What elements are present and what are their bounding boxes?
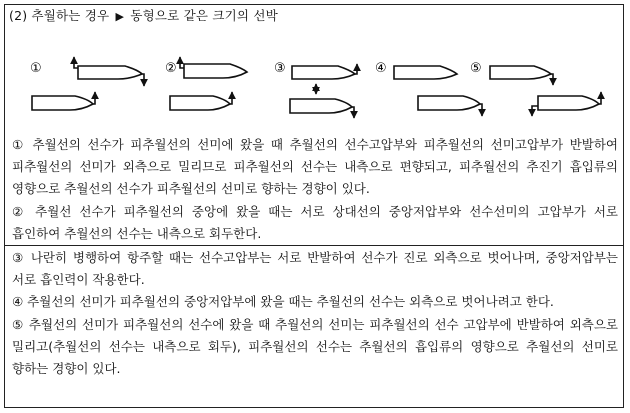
bow-deflect-arrow xyxy=(355,64,357,74)
stage-label: ④ xyxy=(375,61,387,76)
stern-deflect-arrow xyxy=(532,106,538,116)
overtaking-ship xyxy=(290,99,352,113)
stage-label: ③ xyxy=(274,61,286,76)
overtaking-ship xyxy=(418,96,480,110)
bow-arrow xyxy=(352,107,354,118)
overtaken-ship xyxy=(184,64,247,78)
arrow-right-icon: ▶ xyxy=(115,10,125,23)
section-1-text xyxy=(12,134,618,245)
paragraph-4: ④ 추월선의 선미가 피추월선의 중앙저압부에 왔을 때는 추월선의 선수는 외측으로 벗어나려고 한다. xyxy=(12,294,554,310)
bow-arrow xyxy=(480,104,482,116)
overtaken-ship xyxy=(490,66,551,79)
overtaken-ship xyxy=(78,66,142,79)
bow-arrow xyxy=(599,92,601,104)
stage-label: ⑤ xyxy=(470,61,482,76)
overtaking-diagram xyxy=(20,52,620,132)
bow-deflect-arrow xyxy=(551,74,553,85)
bow-deflect-arrow xyxy=(142,74,144,86)
overtaking-ship xyxy=(170,96,230,110)
overtaken-ship xyxy=(292,66,355,79)
paragraph-3: ③ 나란히 병행하여 항주할 때는 선수고압부는 서로 반발하여 선수가 진로 외측으로 벗어나며, 중앙저압부는 서로 흡인력이 작용한다. xyxy=(12,250,618,288)
overtaking-ship xyxy=(32,96,93,110)
title-suffix: 동형으로 같은 크기의 선박 xyxy=(130,8,278,23)
section-divider xyxy=(5,245,623,246)
paragraph-2: ② 추월선 선수가 피추월선의 중앙에 왔을 때는 서로 상대선의 중앙저압부와 선수선미의 고압부가 서로 흡인하여 추월선의 선수는 내측으로 회두한다. xyxy=(12,203,618,241)
overtaking-ship xyxy=(538,96,599,110)
section-title xyxy=(9,6,278,24)
paragraph-5: ⑤ 추월선의 선미가 피추월선의 선수에 왔을 때 추월선의 선미는 피추월선의 선수 고압부에 반발하여 외측으로 밀리고(추월선의 선수는 내측으로 회두), 피추월선의 선수는 추월선의 흡입류의 영향으로 추월선의 선미로 향하는 경향이 있다. xyxy=(12,316,618,377)
title-prefix: (2) 추월하는 경우 xyxy=(9,8,110,23)
bow-arrow xyxy=(230,92,232,104)
bow-arrow xyxy=(93,92,95,104)
overtaken-ship xyxy=(394,66,457,79)
section-2-text xyxy=(12,247,618,380)
paragraph-1: ① 추월선의 선수가 피추월선의 선미에 왔을 때 추월선의 선수고압부와 피추월선의 선미고압부가 반발하여 피추월선의 선미가 외측으로 밀리므로 피추월선의 선수는 내측으로 편향되고, 피추월선의 추진기 흡입류의 영향으로 추월선의 선수가 피추월선의 선미로 향하는 경향이 있다. xyxy=(12,137,618,197)
stage-label: ② xyxy=(165,61,177,76)
stage-label: ① xyxy=(30,61,42,76)
